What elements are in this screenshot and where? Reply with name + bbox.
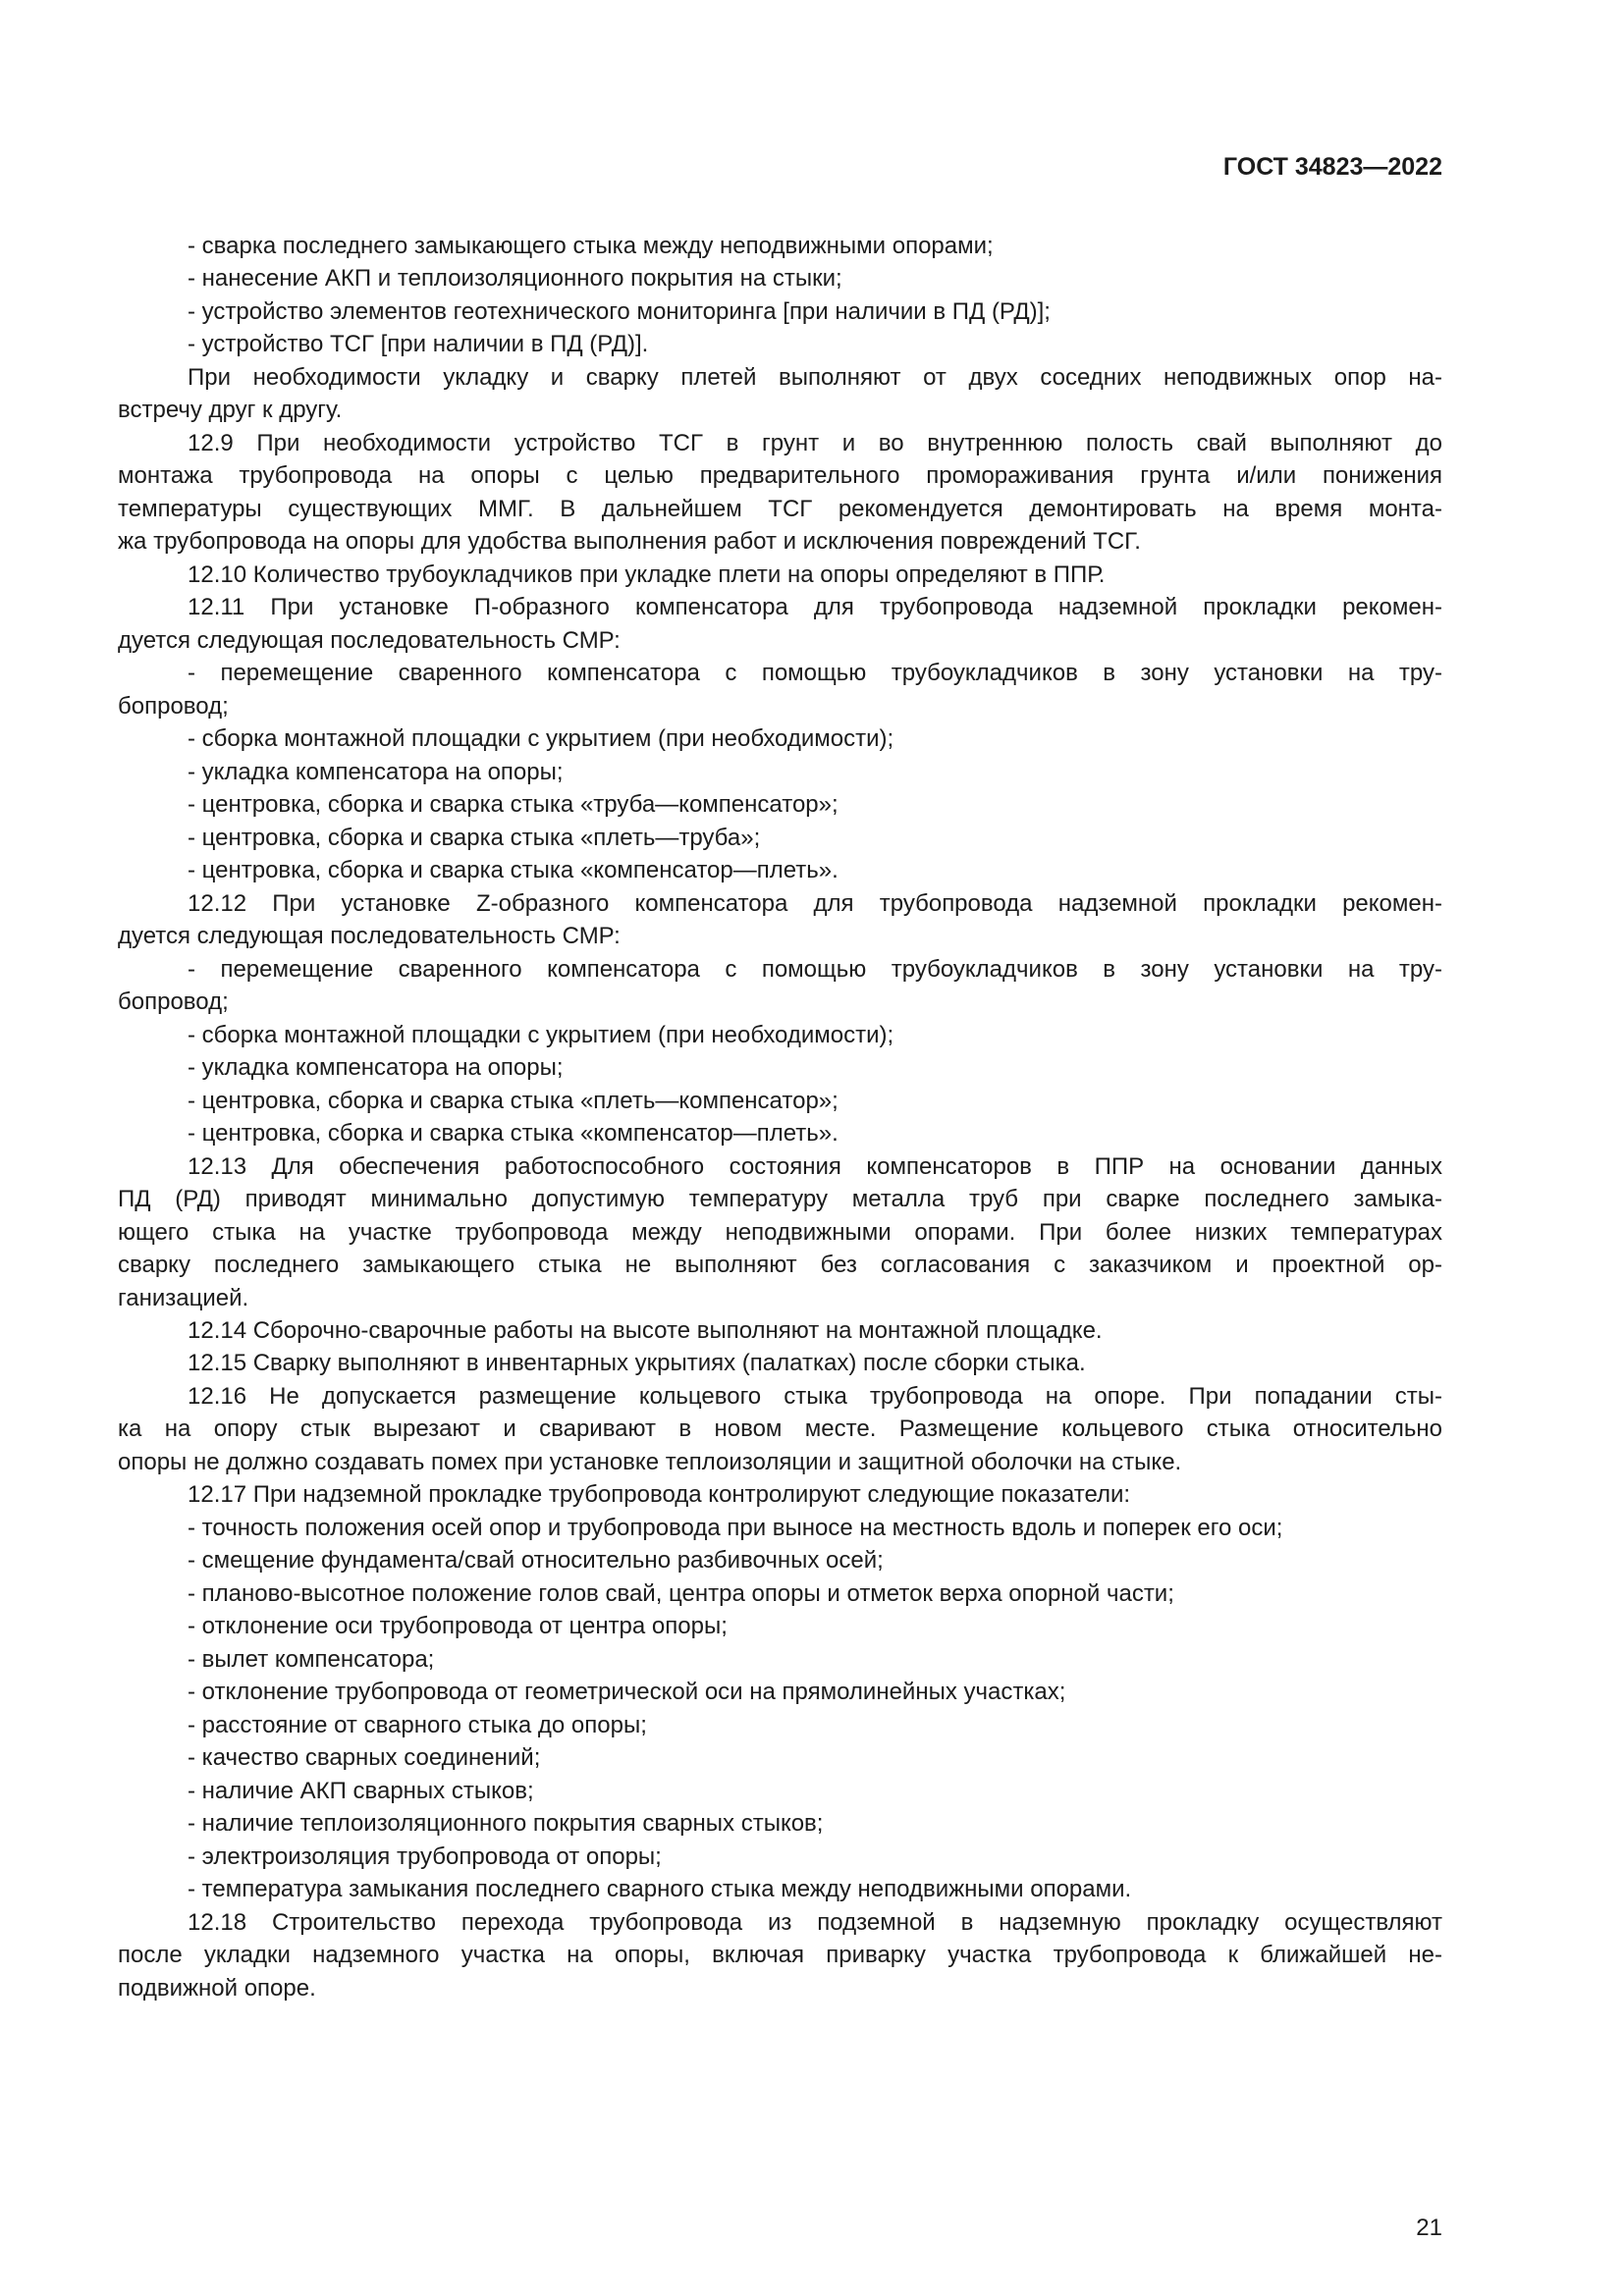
list-item (118, 756, 1442, 788)
list-item-line: - центровка, сборка и сварка стыка «труба—компенсатор»; (188, 791, 839, 819)
paragraph (118, 559, 1442, 591)
list-item (118, 295, 1442, 328)
paragraph (118, 1380, 1442, 1478)
list-item-line: - нанесение АКП и теплоизоляционного покрытия на стыки; (188, 265, 842, 293)
paragraph (118, 1150, 1442, 1314)
list-item-line: - перемещение сваренного компенсатора с помощью трубоукладчиков в зону установки на тру- (188, 660, 1442, 687)
paragraph-line: дуется следующая последовательность СМР: (118, 626, 621, 654)
paragraph-line: ка на опору стык вырезают и сваривают в новом месте. Размещение кольцевого стыка относительно (118, 1415, 1442, 1443)
list-item (118, 822, 1442, 854)
paragraph (118, 591, 1442, 657)
paragraph-line: 12.15 Сварку выполняют в инвентарных укрытиях (палатках) после сборки стыка. (188, 1350, 1086, 1377)
paragraph-line: 12.18 Строительство перехода трубопровода из подземной в надземную прокладку осуществляют (188, 1908, 1442, 1936)
list-item-line: - качество сварных соединений; (188, 1744, 541, 1772)
paragraph-line: встречу друг к другу. (118, 397, 343, 424)
list-item (118, 1676, 1442, 1708)
paragraph-line: 12.14 Сборочно-сварочные работы на высоте выполняют на монтажной площадке. (188, 1316, 1103, 1344)
list-item-line: - перемещение сваренного компенсатора с помощью трубоукладчиков в зону установки на тру- (188, 955, 1442, 983)
list-item (118, 1841, 1442, 1873)
paragraph-line: При необходимости укладку и сварку плетей выполняют от двух соседних неподвижных опор на- (188, 363, 1442, 391)
paragraph-line: 12.17 При надземной прокладке трубопровода контролируют следующие показатели: (188, 1481, 1131, 1509)
paragraph-line: 12.10 Количество трубоукладчиков при укладке плети на опоры определяют в ППР. (188, 561, 1106, 588)
paragraph-line: монтажа трубопровода на опоры с целью предварительного промораживания грунта и/или понижения (118, 462, 1442, 490)
list-item-line: - центровка, сборка и сварка стыка «плеть—труба»; (188, 824, 761, 851)
list-item-line: - смещение фундамента/свай относительно разбивочных осей; (188, 1547, 884, 1575)
list-item (118, 1577, 1442, 1610)
paragraph-line: 12.11 При установке П-образного компенсатора для трубопровода надземной прокладки рекомен- (188, 594, 1442, 621)
list-item (118, 657, 1442, 722)
paragraph (118, 361, 1442, 427)
list-item (118, 1019, 1442, 1051)
list-item-line: - сборка монтажной площадки с укрытием (при необходимости); (188, 725, 894, 753)
paragraph-line: опоры не должно создавать помех при установке теплоизоляции и защитной оболочки на стыке. (118, 1448, 1182, 1475)
paragraph-line: дуется следующая последовательность СМР: (118, 923, 621, 950)
paragraph-line: 12.13 Для обеспечения работоспособного состояния компенсаторов в ППР на основании данных (188, 1152, 1442, 1180)
paragraph-line: ганизацией. (118, 1284, 249, 1311)
paragraph-line: сварку последнего замыкающего стыка не выполняют без согласования с заказчиком и проектной ор- (118, 1252, 1442, 1279)
paragraph-line: подвижной опоре. (118, 1974, 316, 2002)
list-item (118, 1643, 1442, 1676)
list-item (118, 953, 1442, 1019)
list-item-line: - вылет компенсатора; (188, 1645, 435, 1673)
list-item-line: - центровка, сборка и сварка стыка «компенсатор—плеть». (188, 1120, 839, 1148)
document-body (118, 230, 1442, 2004)
paragraph (118, 1347, 1442, 1379)
list-item (118, 1709, 1442, 1741)
paragraph-line: 12.12 При установке Z-образного компенсатора для трубопровода надземной прокладки рекомен- (188, 889, 1442, 917)
page-number: 21 (1416, 2215, 1442, 2241)
paragraph (118, 1314, 1442, 1347)
list-item (118, 262, 1442, 294)
list-item (118, 1741, 1442, 1774)
list-item (118, 230, 1442, 262)
paragraph-line: жа трубопровода на опоры для удобства выполнения работ и исключения повреждений ТСГ. (118, 528, 1141, 556)
list-item (118, 1544, 1442, 1576)
list-item-line: - температура замыкания последнего сварного стыка между неподвижными опорами. (188, 1876, 1132, 1903)
list-item-line: - укладка компенсатора на опоры; (188, 758, 564, 785)
list-item (118, 1512, 1442, 1544)
list-item (118, 788, 1442, 821)
paragraph-line: 12.9 При необходимости устройство ТСГ в грунт и во внутреннюю полость свай выполняют до (188, 429, 1442, 456)
list-item-line: - отклонение трубопровода от геометрической оси на прямолинейных участках; (188, 1679, 1066, 1706)
list-item-line: - укладка компенсатора на опоры; (188, 1054, 564, 1082)
list-item-line: - центровка, сборка и сварка стыка «плеть—компенсатор»; (188, 1087, 839, 1114)
paragraph-line: после укладки надземного участка на опоры, включая приварку участка трубопровода к ближайшей не- (118, 1942, 1442, 1969)
list-item (118, 1610, 1442, 1642)
list-item (118, 328, 1442, 360)
list-item-line: - устройство элементов геотехнического мониторинга [при наличии в ПД (РД)]; (188, 297, 1051, 325)
paragraph (118, 1906, 1442, 2004)
list-item (118, 1051, 1442, 1084)
list-item-line: - сварка последнего замыкающего стыка между неподвижными опорами; (188, 233, 994, 259)
standard-code-header: ГОСТ 34823—2022 (1222, 153, 1442, 181)
paragraph (118, 887, 1442, 953)
paragraph-line: 12.16 Не допускается размещение кольцевого стыка трубопровода на опоре. При попадании сты- (188, 1382, 1442, 1410)
list-item (118, 1873, 1442, 1905)
list-item-line: - устройство ТСГ [при наличии в ПД (РД)]. (188, 331, 649, 358)
list-item (118, 1085, 1442, 1117)
list-item (118, 854, 1442, 886)
list-item-line: - наличие АКП сварных стыков; (188, 1777, 534, 1804)
paragraph-line: ПД (РД) приводят минимально допустимую температуру металла труб при сварке последнего замыка- (118, 1186, 1442, 1213)
list-item (118, 1117, 1442, 1149)
list-item (118, 1807, 1442, 1840)
list-item-line: - наличие теплоизоляционного покрытия сварных стыков; (188, 1810, 824, 1838)
list-item-line: - расстояние от сварного стыка до опоры; (188, 1711, 647, 1738)
list-item (118, 722, 1442, 755)
paragraph-line: ющего стыка на участке трубопровода между неподвижными опорами. При более низких температурах (118, 1218, 1442, 1246)
list-item-line: - точность положения осей опор и трубопровода при выносе на местность вдоль и поперек его оси; (188, 1514, 1283, 1541)
list-item-line: - электроизоляция трубопровода от опоры; (188, 1842, 662, 1870)
list-item-line: бопровод; (118, 692, 229, 720)
list-item-line: - планово-высотное положение голов свай, центра опоры и отметок верха опорной части; (188, 1579, 1174, 1607)
paragraph-line: температуры существующих ММГ. В дальнейшем ТСГ рекомендуется демонтировать на время монта- (118, 495, 1442, 522)
list-item-line: - центровка, сборка и сварка стыка «компенсатор—плеть». (188, 857, 839, 884)
paragraph (118, 1478, 1442, 1511)
list-item (118, 1775, 1442, 1807)
list-item-line: - отклонение оси трубопровода от центра опоры; (188, 1613, 728, 1640)
paragraph (118, 427, 1442, 559)
list-item-line: бопровод; (118, 988, 229, 1016)
list-item-line: - сборка монтажной площадки с укрытием (при необходимости); (188, 1021, 894, 1048)
